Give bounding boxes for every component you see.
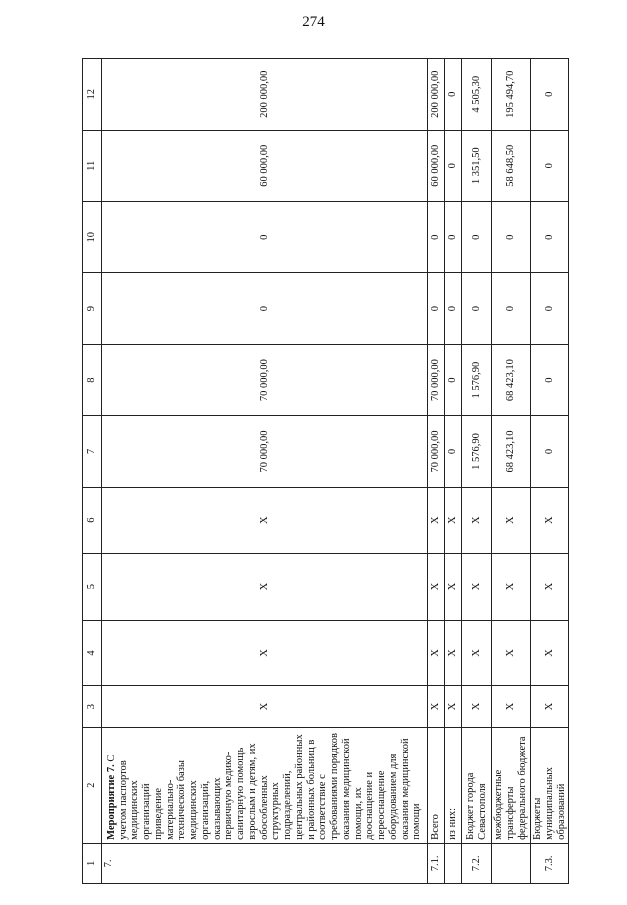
table-cell: Х: [428, 620, 445, 686]
table-row-city-budget: [462, 59, 492, 884]
row-label: Всего: [428, 727, 445, 843]
table-cell: Х: [462, 620, 492, 686]
table-cell: 0: [445, 273, 462, 344]
table-cell: Х: [531, 487, 569, 553]
table-cell: 70 000,00: [102, 416, 428, 487]
rotated-table-container: [82, 58, 567, 884]
table-cell: 1 576,90: [462, 344, 492, 415]
table-cell: Х: [492, 553, 531, 620]
row-number: 7.2.: [462, 843, 492, 883]
table-cell: Х: [102, 487, 428, 553]
activity-row: [102, 59, 428, 884]
table-cell: 60 000,00: [102, 130, 428, 201]
row-label: Бюджеты муниципальных образований: [531, 727, 569, 843]
table-cell: Х: [492, 686, 531, 727]
activity-description: [102, 727, 428, 843]
table-cell: 70 000,00: [428, 344, 445, 415]
table-cell: 200 000,00: [428, 59, 445, 131]
budget-table: [82, 58, 569, 884]
table-cell: Х: [531, 686, 569, 727]
col-num-cell: 5: [83, 553, 102, 620]
table-row-of-which: [445, 59, 462, 884]
row-number: 7.3.: [531, 843, 569, 883]
table-cell: Х: [102, 620, 428, 686]
table-cell: 58 648,50: [492, 130, 531, 201]
table-cell: Х: [102, 686, 428, 727]
table-cell: Х: [445, 553, 462, 620]
table-cell: 0: [492, 201, 531, 272]
table-cell: 0: [531, 416, 569, 487]
table-cell: 0: [531, 344, 569, 415]
table-cell: 0: [492, 273, 531, 344]
col-num-cell: 7: [83, 416, 102, 487]
table-cell: Х: [445, 686, 462, 727]
table-cell: 0: [102, 273, 428, 344]
row-label: из них:: [445, 727, 462, 843]
table-cell: 70 000,00: [102, 344, 428, 415]
table-row-total: [428, 59, 445, 884]
table-cell: 68 423,10: [492, 416, 531, 487]
col-num-cell: 9: [83, 273, 102, 344]
col-num-cell: 4: [83, 620, 102, 686]
table-cell: 200 000,00: [102, 59, 428, 131]
table-cell: Х: [445, 487, 462, 553]
col-num-cell: 2: [83, 727, 102, 843]
table-cell: 1 351,50: [462, 130, 492, 201]
page-number: 274: [302, 14, 325, 30]
table-cell: 0: [531, 201, 569, 272]
table-cell: Х: [428, 553, 445, 620]
row-number: [492, 843, 531, 883]
col-num-cell: 12: [83, 59, 102, 131]
table-cell: 195 494,70: [492, 59, 531, 131]
col-num-cell: 11: [83, 130, 102, 201]
table-cell: Х: [492, 487, 531, 553]
table-cell: 0: [445, 344, 462, 415]
table-cell: Х: [492, 620, 531, 686]
table-cell: 60 000,00: [428, 130, 445, 201]
table-cell: 70 000,00: [428, 416, 445, 487]
table-cell: 0: [445, 201, 462, 272]
table-cell: Х: [445, 620, 462, 686]
table-cell: Х: [531, 620, 569, 686]
activity-number: 7.: [102, 843, 428, 883]
table-cell: Х: [102, 553, 428, 620]
table-cell: Х: [462, 553, 492, 620]
col-num-cell: 6: [83, 487, 102, 553]
table-cell: 0: [531, 59, 569, 131]
table-cell: 0: [531, 130, 569, 201]
row-number: [445, 843, 462, 883]
col-num-cell: 3: [83, 686, 102, 727]
table-cell: 0: [428, 273, 445, 344]
row-number: 7.1.: [428, 843, 445, 883]
activity-title-bold: Мероприятие 7.: [105, 764, 117, 840]
col-num-cell: 8: [83, 344, 102, 415]
table-cell: Х: [462, 487, 492, 553]
row-label: Бюджет города Севастополя: [462, 727, 492, 843]
table-cell: 0: [102, 201, 428, 272]
table-cell: 68 423,10: [492, 344, 531, 415]
activity-title-text: С учетом паспортов медицинских организаций приведение материально-технической базы медицинских организаций, оказывающих первичную медико-санитарную помощь взрослым и детям, их обособленных структурных подразделений, центральных районных и районных больниц в соответствие с требованиями порядков оказания медицинской помощи, их дооснащение и переоснащение оборудованием для оказания медицинской помощи: [105, 733, 423, 840]
table-row-federal-transfers: [492, 59, 531, 884]
table-cell: 4 505,30: [462, 59, 492, 131]
table-cell: Х: [462, 686, 492, 727]
table-cell: Х: [428, 487, 445, 553]
table-cell: 0: [462, 201, 492, 272]
row-label: межбюджетные трансферты федерального бюджета: [492, 727, 531, 843]
table-cell: 0: [445, 416, 462, 487]
col-num-cell: 10: [83, 201, 102, 272]
table-cell: 0: [445, 59, 462, 131]
table-cell: Х: [531, 553, 569, 620]
table-cell: 0: [531, 273, 569, 344]
table-row-municipal-budgets: [531, 59, 569, 884]
table-cell: Х: [428, 686, 445, 727]
table-cell: 1 576,90: [462, 416, 492, 487]
table-cell: 0: [462, 273, 492, 344]
table-wrapper: [82, 58, 567, 884]
col-num-cell: 1: [83, 843, 102, 883]
table-cell: 0: [428, 201, 445, 272]
column-number-row: [83, 59, 102, 884]
table-cell: 0: [445, 130, 462, 201]
